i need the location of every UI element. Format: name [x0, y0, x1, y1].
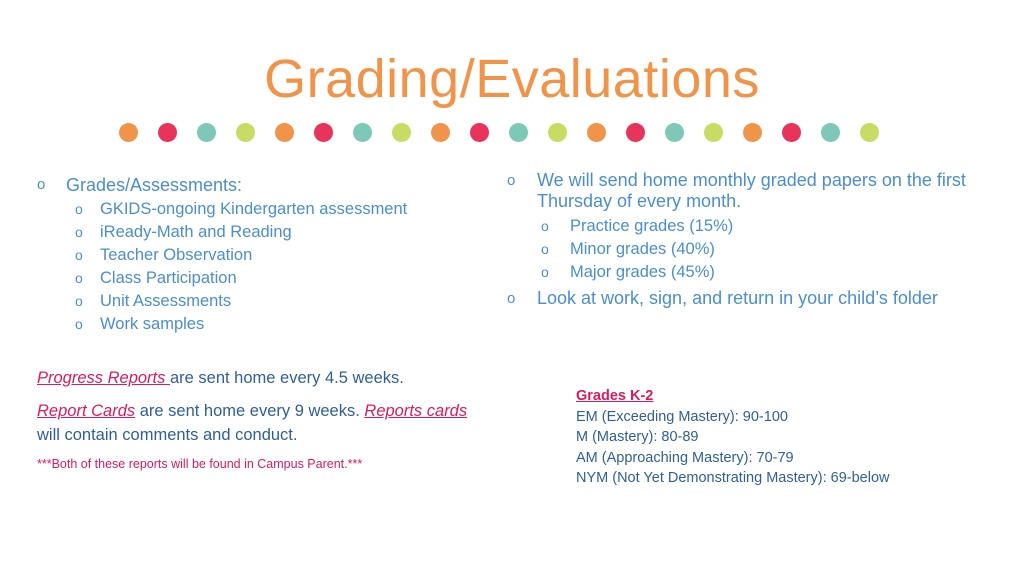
progress-reports-text: are sent home every 4.5 weeks.	[169, 369, 404, 387]
list-item-text: Class Participation	[100, 269, 237, 287]
decorative-dot	[236, 123, 255, 142]
bullet-icon: o	[75, 316, 83, 332]
list-item-practice-grades	[507, 215, 987, 238]
list-item-text: Minor grades (40%)	[570, 240, 715, 258]
bullet-icon: o	[75, 247, 83, 263]
list-item-text: Practice grades (15%)	[570, 217, 734, 235]
progress-reports-line	[37, 366, 507, 390]
grade-scale-row: M (Mastery): 80-89	[576, 429, 699, 445]
report-cards-text: are sent home every 9 weeks.	[135, 402, 365, 420]
list-item-monthly-papers	[507, 170, 987, 212]
list-item	[37, 198, 477, 221]
bullet-icon: o	[541, 264, 549, 280]
decorative-dot	[665, 123, 684, 142]
list-item-grades-assessments	[37, 172, 477, 198]
bullet-icon: o	[75, 224, 83, 240]
decorative-dot	[704, 123, 723, 142]
decorative-dot	[626, 123, 645, 142]
decorative-dot-row	[119, 123, 899, 143]
bullet-icon: o	[75, 201, 83, 217]
report-cards-line	[37, 399, 507, 447]
decorative-dot	[587, 123, 606, 142]
grade-scale-row: EM (Exceeding Mastery): 90-100	[576, 408, 788, 425]
decorative-dot	[782, 123, 801, 142]
list-item-text: Grades/Assessments:	[66, 175, 243, 195]
progress-reports-link[interactable]: Progress Reports	[37, 369, 170, 387]
decorative-dot	[197, 123, 216, 142]
decorative-dot	[353, 123, 372, 142]
list-item-text: Work samples	[100, 315, 205, 333]
report-cards-text-2: will contain comments and conduct.	[37, 426, 298, 444]
decorative-dot	[821, 123, 840, 142]
list-item	[37, 221, 477, 244]
decorative-dot	[314, 123, 333, 142]
list-item-sign-and-return	[507, 288, 987, 309]
list-item-text: Teacher Observation	[100, 246, 253, 264]
bullet-icon: o	[507, 290, 516, 307]
grade-scale-row: AM (Approaching Mastery): 70-79	[576, 449, 794, 466]
list-item	[37, 290, 477, 313]
list-item-text: We will send home monthly graded papers on the first Thursday of every month.	[537, 170, 966, 211]
bullet-icon: o	[37, 176, 46, 193]
bullet-icon: o	[541, 218, 549, 234]
list-item-text: Unit Assessments	[100, 292, 232, 310]
decorative-dot	[158, 123, 177, 142]
decorative-dot	[548, 123, 567, 142]
list-item	[37, 313, 477, 336]
list-item	[37, 244, 477, 267]
grades-assessments-list	[37, 172, 477, 336]
bullet-icon: o	[75, 293, 83, 309]
report-cards-link[interactable]: Report Cards	[37, 402, 136, 420]
reports-info	[37, 366, 507, 472]
grade-scale-row: NYM (Not Yet Demonstrating Mastery): 69-below	[576, 470, 890, 486]
grades-scale-title: Grades K-2	[576, 388, 654, 404]
reports-cards-link[interactable]: Reports cards	[364, 402, 468, 420]
bullet-icon: o	[75, 270, 83, 286]
list-item-text: iReady-Math and Reading	[100, 223, 292, 241]
list-item-major-grades	[507, 261, 987, 284]
decorative-dot	[431, 123, 450, 142]
campus-parent-note: ***Both of these reports will be found in Campus Parent.***	[37, 457, 363, 471]
graded-papers-list	[507, 170, 987, 309]
decorative-dot	[119, 123, 138, 142]
page-title: Grading/Evaluations	[264, 49, 760, 109]
grades-k2-scale	[576, 386, 996, 489]
decorative-dot	[275, 123, 294, 142]
decorative-dot	[392, 123, 411, 142]
list-item-text: Major grades (45%)	[570, 263, 715, 281]
list-item	[37, 267, 477, 290]
list-item-minor-grades	[507, 238, 987, 261]
bullet-icon: o	[541, 241, 549, 257]
list-item-text: Look at work, sign, and return in your child’s folder	[537, 288, 938, 308]
decorative-dot	[860, 123, 879, 142]
bullet-icon: o	[507, 172, 516, 189]
list-item-text: GKIDS-ongoing Kindergarten assessment	[100, 200, 408, 218]
decorative-dot	[743, 123, 762, 142]
decorative-dot	[470, 123, 489, 142]
decorative-dot	[509, 123, 528, 142]
